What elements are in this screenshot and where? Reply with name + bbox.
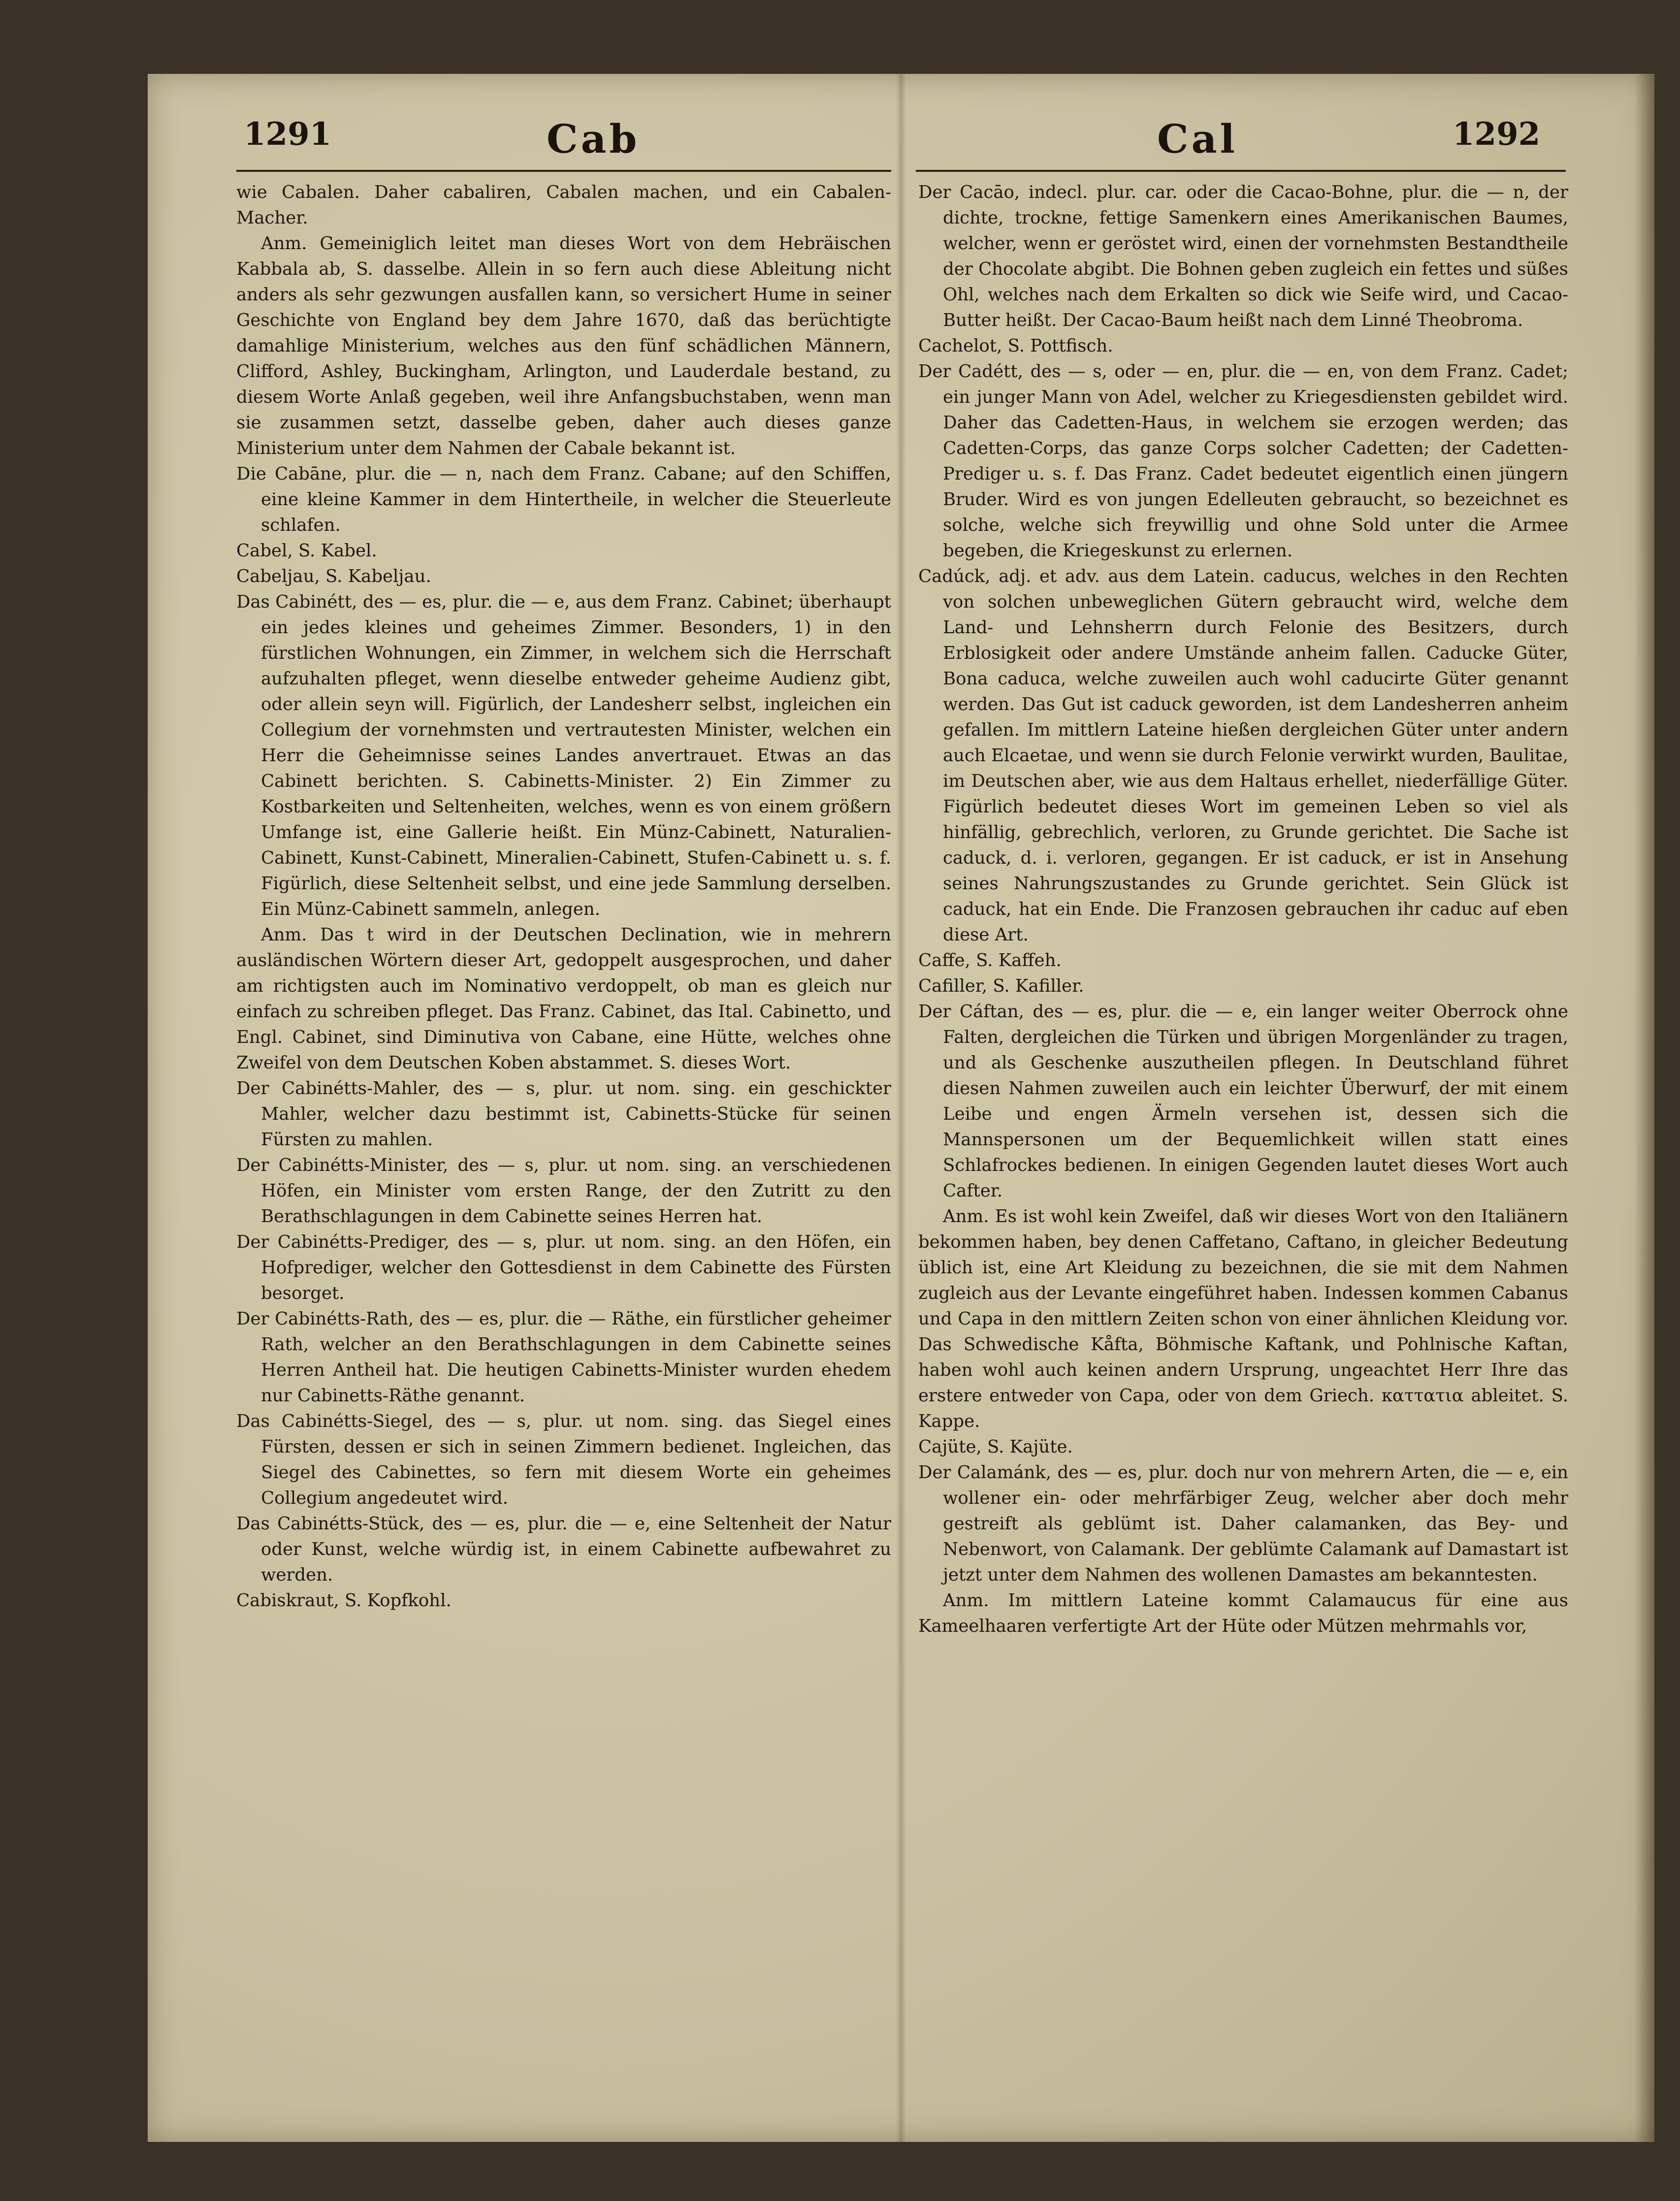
- dictionary-entry: Der Cabinétts-Rath, des — es, plur. die — Räthe, ein fürstlicher geheimer Rath, welcher an den Berathschlagungen in dem Cabinette seines Herren Antheil hat. Die heutigen Cabinetts-Minister wurden ehedem nur Cabinetts-Räthe genannt.: [236, 1309, 891, 1406]
- dictionary-entry: Cafiller, S. Kafiller.: [918, 976, 1084, 996]
- dictionary-entry: Der Calamánk, des — es, plur. doch nur von mehrern Arten, die — e, ein wollener ein- oder mehrfärbiger Zeug, welcher aber doch mehr gestreift als geblümt ist. Daher calamanken, das Bey- und Nebenwort, von Calamank. Der geblümte Calamank auf Damastart ist jetzt unter dem Nahmen des wollenen Damastes am bekanntesten.: [918, 1462, 1568, 1585]
- book-spine: [896, 74, 906, 2142]
- dictionary-entry: Der Cadétt, des — s, oder — en, plur. die — en, von dem Franz. Cadet; ein junger Mann von Adel, welcher zu Kriegesdiensten gebildet wird. Daher das Cadetten-Haus, in welchem sie erzogen werden; das Cadetten-Corps, das ganze Corps solcher Cadetten; der Cadetten-Prediger u. s. f. Das Franz. Cadet bedeutet eigentlich einen jüngern Bruder. Wird es von jungen Edelleuten gebraucht, so bezeichnet es solche, welche sich freywillig und ohne Sold unter die Armee begeben, die Kriegeskunst zu erlernen.: [918, 361, 1568, 561]
- left-text-column: [236, 180, 891, 1614]
- dictionary-entry: Der Cabinétts-Minister, des — s, plur. ut nom. sing. an verschiedenen Höfen, ein Minister vom ersten Range, der den Zutritt zu den Berathschlagungen in dem Cabinette seines Herren hat.: [236, 1155, 891, 1227]
- dictionary-entry: Cajüte, S. Kajüte.: [918, 1437, 1073, 1457]
- book-page-spread: [148, 74, 1654, 2142]
- left-page-number: 1291: [244, 116, 332, 153]
- entry-paragraph: wie Cabalen. Daher cabaliren, Cabalen machen, und ein Cabalen-Macher.: [236, 182, 891, 228]
- dictionary-entry: Das Cabinétts-Siegel, des — s, plur. ut nom. sing. das Siegel eines Fürsten, dessen er sich in seinen Zimmern bedienet. Ingleichen, das Siegel des Cabinettes, so fern mit diesem Worte ein geheimes Collegium angedeutet wird.: [236, 1411, 891, 1508]
- dictionary-entry: Das Cabinétts-Stück, des — es, plur. die — e, eine Seltenheit der Natur oder Kunst, welche würdig ist, in einem Cabinette aufbewahret zu werden.: [236, 1514, 891, 1585]
- dictionary-entry: Caffe, S. Kaffeh.: [918, 950, 1062, 971]
- dictionary-entry: Cabel, S. Kabel.: [236, 541, 377, 561]
- dictionary-entry: Cachelot, S. Pottfisch.: [918, 336, 1113, 356]
- dictionary-entry: Cadúck, adj. et adv. aus dem Latein. caducus, welches in den Rechten von solchen unbeweglichen Gütern gebraucht wird, welche dem Land- und Lehnsherrn durch Felonie des Besitzers, durch Erblosigkeit oder andere Umstände anheim fallen. Caducke Güter, Bona caduca, welche zuweilen auch wohl caducirte Güter genannt werden. Das Gut ist caduck geworden, ist dem Landesherren anheim gefallen. Im mittlern Lateine hießen dergleichen Güter unter andern auch Elcaetae, und wenn sie durch Felonie verwirkt wurden, Baulitae, im Deutschen aber, wie aus dem Haltaus erhellet, niederfällige Güter. Figürlich bedeutet dieses Wort im gemeinen Leben so viel als hinfällig, gebrechlich, verloren, zu Grunde gerichtet. Die Sache ist caduck, d. i. verloren, gegangen. Er ist caduck, er ist in Ansehung seines Nahrungszustandes zu Grunde gerichtet. Sein Glück ist caduck, hat ein Ende. Die Franzosen gebrauchen ihr caduc auf eben diese Art.: [918, 566, 1568, 945]
- right-text-column: [918, 180, 1568, 1639]
- dictionary-entry: Der Cacāo, indecl. plur. car. oder die Cacao-Bohne, plur. die — n, der dichte, trockne, fettige Samenkern eines Amerikanischen Baumes, welcher, wenn er geröstet wird, einen der vornehmsten Bestandtheile der Chocolate abgibt. Die Bohnen geben zugleich ein fettes und süßes Ohl, welches nach dem Erkalten so dick wie Seife wird, und Cacao-Butter heißt. Der Cacao-Baum heißt nach dem Linné Theobroma.: [918, 182, 1568, 330]
- annotation-paragraph: Anm. Es ist wohl kein Zweifel, daß wir dieses Wort von den Italiänern bekommen haben, bey denen Caffetano, Caftano, in gleicher Bedeutung üblich ist, eine Art Kleidung zu bezeichnen, die sie mit dem Nahmen zugleich aus der Levante eingeführet haben. Indessen kommen Cabanus und Capa in den mittlern Zeiten schon von einer ähnlichen Kleidung vor. Das Schwedische Kåfta, Böhmische Kaftank, und Pohlnische Kaftan, haben wohl auch keinen andern Ursprung, ungeachtet Herr Ihre das erstere entweder von Capa, oder von dem Griech. καττατια ableitet. S. Kappe.: [918, 1206, 1568, 1431]
- annotation-paragraph: Anm. Im mittlern Lateine kommt Calamaucus für eine aus Kameelhaaren verfertigte Art der Hüte oder Mützen mehrmahls vor,: [918, 1590, 1568, 1636]
- dictionary-entry: Der Cabinétts-Mahler, des — s, plur. ut nom. sing. ein geschickter Mahler, welcher dazu bestimmt ist, Cabinetts-Stücke für seinen Fürsten zu mahlen.: [236, 1078, 891, 1150]
- dictionary-entry: Cabeljau, S. Kabeljau.: [236, 566, 431, 586]
- right-header-rule: [916, 170, 1566, 172]
- dictionary-entry: Der Cáftan, des — es, plur. die — e, ein langer weiter Oberrock ohne Falten, dergleichen die Türken und übrigen Morgenländer zu tragen, und als Geschenke auszutheilen pflegen. In Deutschland führet diesen Nahmen zuweilen auch ein leichter Überwurf, der mit einem Leibe und engen Ärmeln versehen ist, dessen sich die Mannspersonen um der Bequemlichkeit willen statt eines Schlafrockes bedienen. In einigen Gegenden lautet dieses Wort auch Cafter.: [918, 1002, 1568, 1201]
- left-running-head: Cab: [547, 116, 640, 162]
- dictionary-entry: Das Cabinétt, des — es, plur. die — e, aus dem Franz. Cabinet; überhaupt ein jedes kleines und geheimes Zimmer. Besonders, 1) in den fürstlichen Wohnungen, ein Zimmer, in welchem sich die Herrschaft aufzuhalten pfleget, wenn dieselbe entweder geheime Audienz gibt, oder allein seyn will. Figürlich, der Landesherr selbst, ingleichen ein Collegium der vornehmsten und vertrautesten Minister, welchen ein Herr die Geheimnisse seines Landes anvertrauet. Etwas an das Cabinett berichten. S. Cabinetts-Minister. 2) Ein Zimmer zu Kostbarkeiten und Seltenheiten, welches, wenn es von einem größern Umfange ist, eine Gallerie heißt. Ein Münz-Cabinett, Naturalien-Cabinett, Kunst-Cabinett, Mineralien-Cabinett, Stufen-Cabinett u. s. f. Figürlich, diese Seltenheit selbst, und eine jede Sammlung derselben. Ein Münz-Cabinett sammeln, anlegen.: [236, 592, 891, 919]
- dictionary-entry: Die Cabāne, plur. die — n, nach dem Franz. Cabane; auf den Schiffen, eine kleine Kammer in dem Hintertheile, in welcher die Steuerleute schlafen.: [236, 464, 891, 535]
- right-running-head: Cal: [1157, 116, 1238, 162]
- dictionary-entry: Der Cabinétts-Prediger, des — s, plur. ut nom. sing. an den Höfen, ein Hofprediger, welcher den Gottesdienst in dem Cabinette des Fürsten besorget.: [236, 1232, 891, 1303]
- dictionary-entry: Cabiskraut, S. Kopfkohl.: [236, 1590, 452, 1611]
- annotation-paragraph: Anm. Gemeiniglich leitet man dieses Wort von dem Hebräischen Kabbala ab, S. dasselbe. Allein in so fern auch diese Ableitung nicht anders als sehr gezwungen ausfallen kann, so versichert Hume in seiner Geschichte von England bey dem Jahre 1670, daß das berüchtigte damahlige Ministerium, welches aus den fünf schädlichen Männern, Clifford, Ashley, Buckingham, Arlington, und Lauderdale bestand, zu diesem Worte Anlaß gegeben, weil ihre Anfangsbuchstaben, wenn man sie zusammen setzt, dasselbe geben, daher auch dieses ganze Ministerium unter dem Nahmen der Cabale bekannt ist.: [236, 233, 891, 458]
- page-edge-shadow: [1635, 74, 1654, 2142]
- left-header-rule: [236, 170, 891, 172]
- right-page-number: 1292: [1453, 116, 1541, 153]
- annotation-paragraph: Anm. Das t wird in der Deutschen Declination, wie in mehrern ausländischen Wörtern dieser Art, gedoppelt ausgesprochen, und daher am richtigsten auch im Nominativo verdoppelt, ob man es gleich nur einfach zu schreiben pfleget. Das Franz. Cabinet, das Ital. Cabinetto, und Engl. Cabinet, sind Diminutiva von Cabane, eine Hütte, welches ohne Zweifel von dem Deutschen Koben abstammet. S. dieses Wort.: [236, 925, 891, 1073]
